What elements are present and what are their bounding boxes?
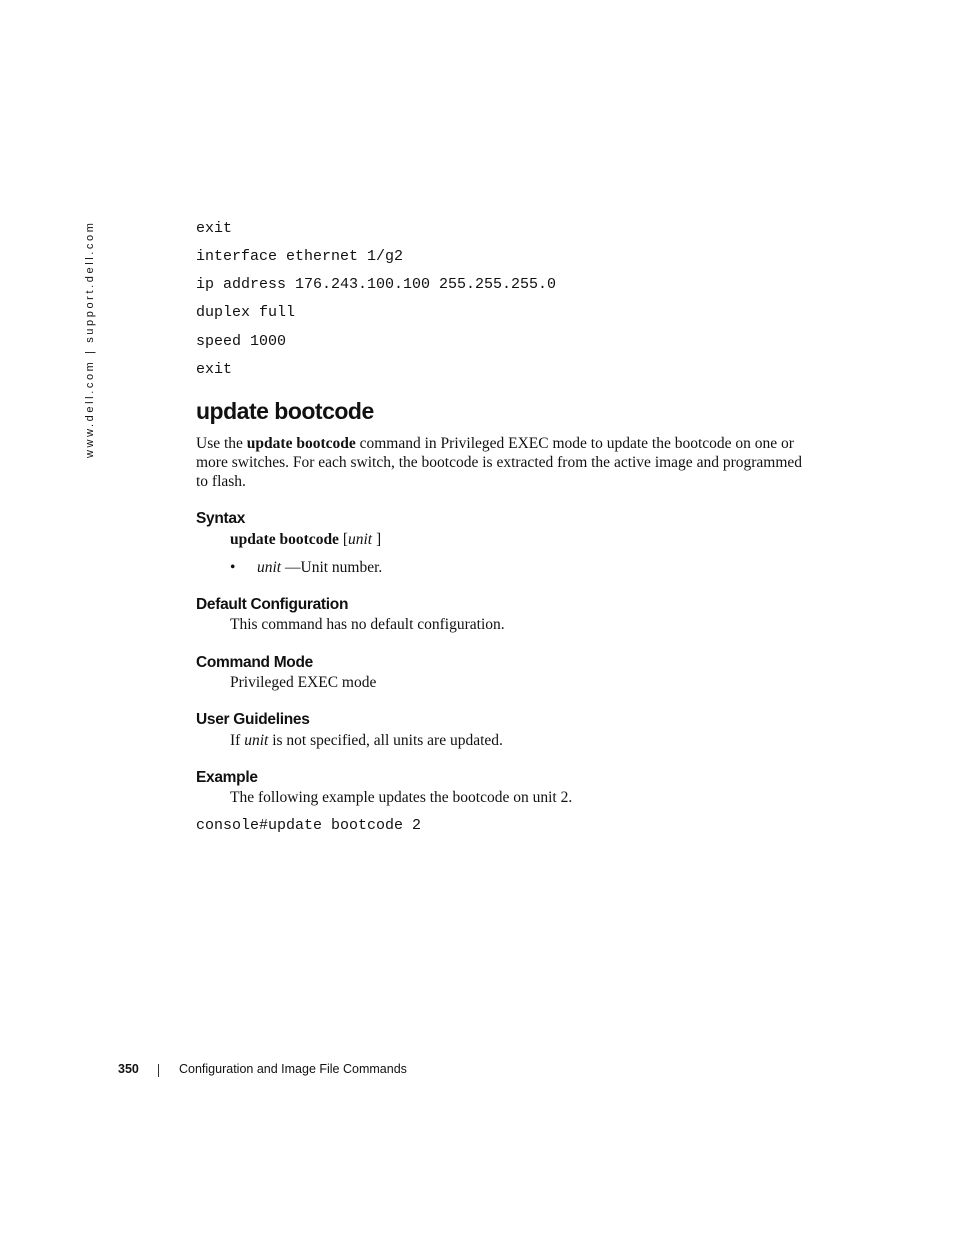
bullet-icon: • — [230, 559, 236, 576]
footer-divider — [158, 1064, 159, 1077]
user-guidelines-heading: User Guidelines — [196, 711, 310, 728]
description-command: update bootcode — [246, 435, 356, 452]
guidelines-suffix: is not specified, all units are updated. — [268, 732, 503, 749]
syntax-open-bracket: [ — [338, 531, 348, 548]
syntax-param: unit — [348, 531, 373, 548]
code-line: exit — [196, 220, 233, 237]
code-line: interface ethernet 1/g2 — [196, 248, 404, 265]
param-desc: —Unit number. — [281, 559, 383, 576]
command-mode-text: Privileged EXEC mode — [230, 674, 377, 691]
syntax-heading: Syntax — [196, 510, 246, 527]
description-prefix: Use the — [196, 435, 247, 452]
example-heading: Example — [196, 769, 258, 786]
code-line: duplex full — [196, 304, 296, 321]
syntax-close-bracket: ] — [372, 531, 382, 548]
section-description — [196, 434, 816, 491]
description-suffix: command in Privileged EXEC mode to update the bootcode on one or — [355, 435, 794, 452]
description-line: more switches. For each switch, the bootcode is extracted from the active image and programmed — [196, 454, 803, 471]
syntax-command: update bootcode — [230, 531, 339, 548]
command-mode-heading: Command Mode — [196, 654, 313, 671]
param-description — [257, 559, 382, 577]
code-line: speed 1000 — [196, 333, 287, 350]
page-number: 350 — [118, 1062, 139, 1076]
user-guidelines-text — [230, 732, 503, 750]
example-code: console#update bootcode 2 — [196, 817, 422, 834]
example-text: The following example updates the bootcode on unit 2. — [230, 789, 573, 806]
default-config-text: This command has no default configuration. — [230, 616, 505, 633]
code-line: exit — [196, 361, 233, 378]
chapter-title: Configuration and Image File Commands — [179, 1062, 407, 1076]
guidelines-param: unit — [244, 732, 269, 749]
code-line: ip address 176.243.100.100 255.255.255.0 — [196, 276, 557, 293]
syntax-line — [230, 531, 381, 549]
param-name: unit — [257, 559, 282, 576]
guidelines-prefix: If — [230, 732, 245, 749]
description-line: to flash. — [196, 473, 246, 490]
default-config-heading: Default Configuration — [196, 596, 349, 613]
sidebar-url: www.dell.com | support.dell.com — [84, 220, 96, 458]
section-title: update bootcode — [196, 398, 374, 424]
